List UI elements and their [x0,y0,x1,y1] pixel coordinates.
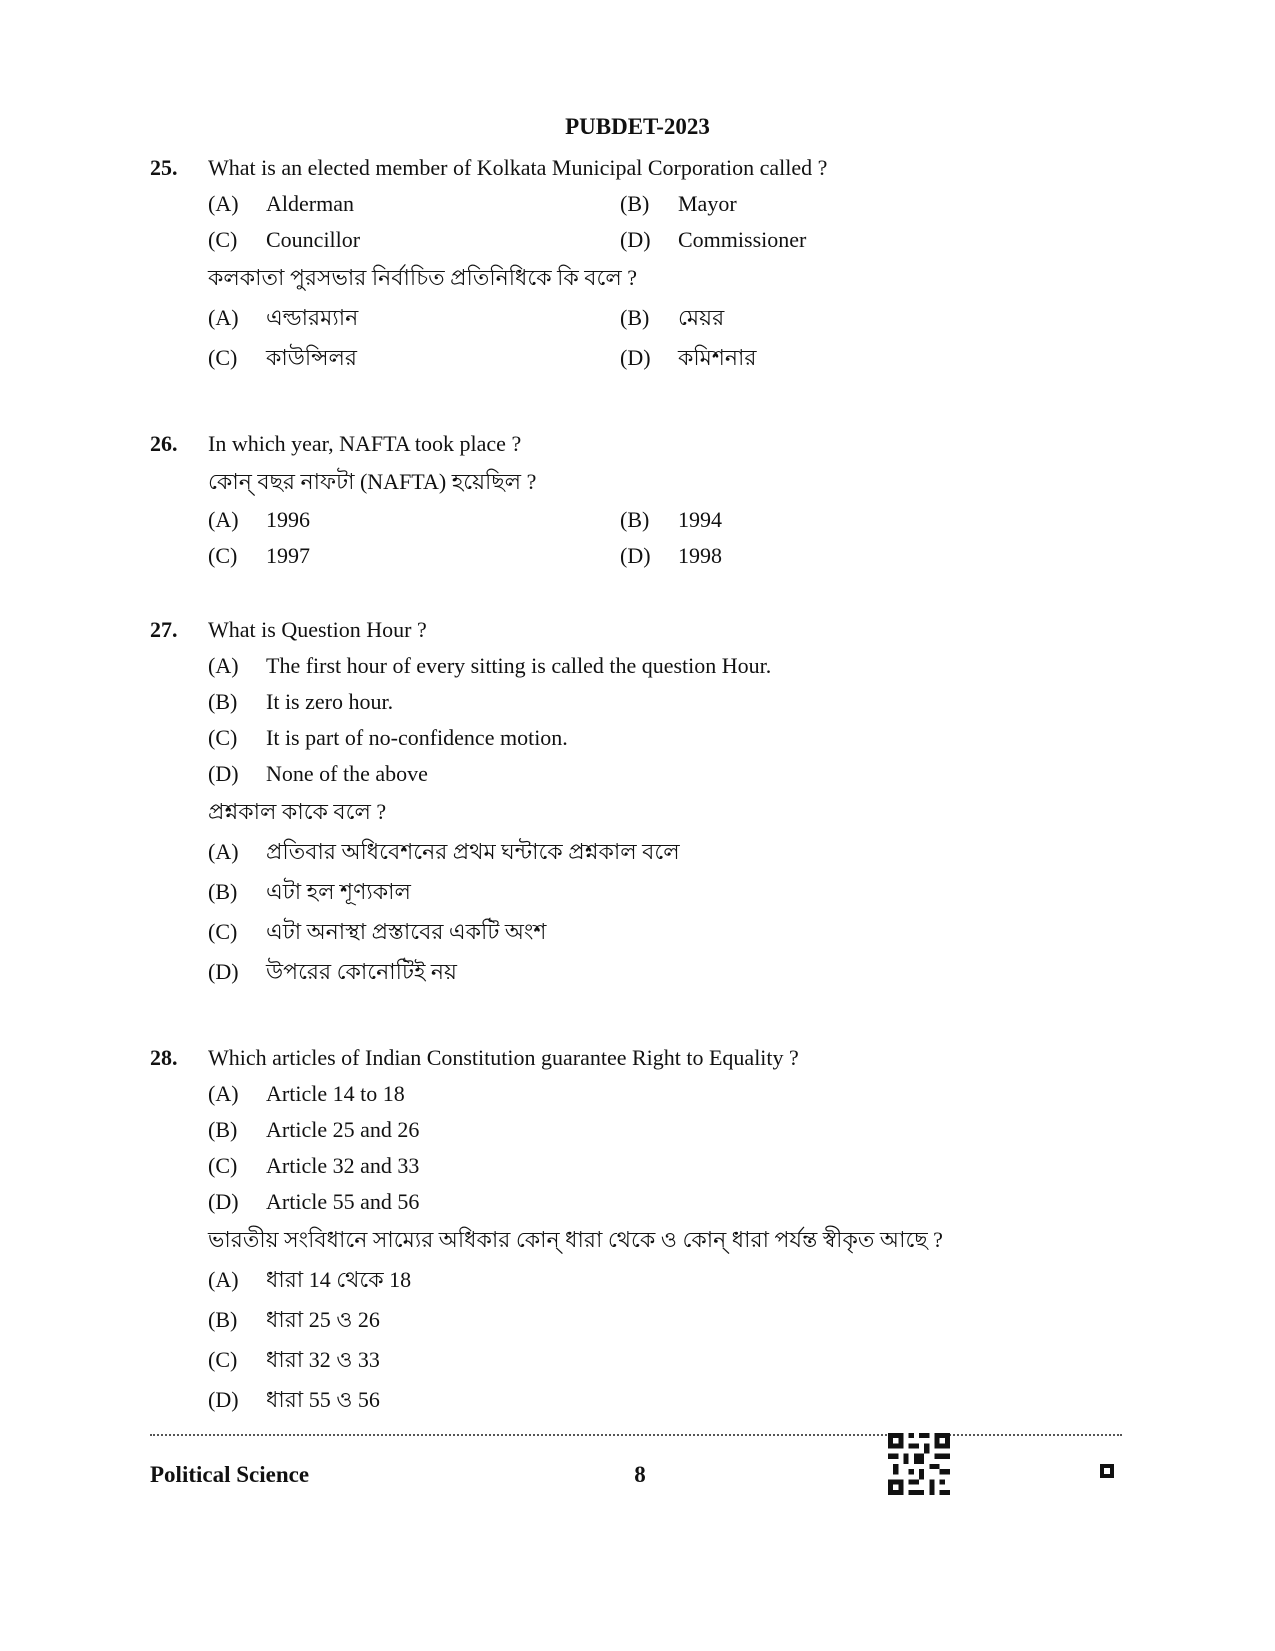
option-a-en: (A) The first hour of every sitting is called the question Hour. [208,653,772,678]
page-title: PUBDET-2023 [565,114,710,139]
page-number: 8 [634,1462,646,1487]
qr-code-icon [888,1433,950,1495]
option-b-bn: (B) এটা হল শূণ্যকাল [208,879,411,904]
question-text-en: What is Question Hour ? [208,617,427,642]
option-a-en: (A) Article 14 to 18 [208,1081,405,1106]
option-d-en: (D) Article 55 and 56 [208,1189,420,1214]
footer-divider [150,1434,1122,1436]
square-icon [1100,1464,1114,1478]
question-text-bn: কলকাতা পুরসভার নির্বাচিত প্রতিনিধিকে কি বলে ? [208,265,638,290]
option-d-en: (D) Commissioner [620,227,807,252]
question-28 [150,1040,1150,1420]
option-a-en: (A) Alderman [208,191,354,216]
question-text-bn: কোন্ বছর নাফটা (NAFTA) হয়েছিল ? [208,469,537,494]
question-26 [150,426,1150,574]
option-d-en: (D) None of the above [208,761,428,786]
question-number: 25. [150,155,178,180]
option-c-bn: (C) ধারা 32 ও 33 [208,1347,380,1372]
question-text-en: In which year, NAFTA took place ? [208,431,522,456]
option-d: (D) 1998 [620,543,722,568]
option-c-en: (C) Councillor [208,227,361,252]
option-a: (A) 1996 [208,507,310,532]
question-number: 26. [150,431,178,456]
option-c-en: (C) It is part of no-confidence motion. [208,725,568,750]
option-c-en: (C) Article 32 and 33 [208,1153,420,1178]
option-a-bn: (A) ধারা 14 থেকে 18 [208,1267,412,1292]
option-a-bn: (A) প্রতিবার অধিবেশনের প্রথম ঘন্টাকে প্রশ্নকাল বলে [208,839,680,864]
option-b: (B) 1994 [620,507,722,532]
option-b-en: (B) It is zero hour. [208,689,394,714]
option-a-bn: (A) এল্ডারম্যান [208,305,359,330]
question-text-en: Which articles of Indian Constitution guarantee Right to Equality ? [208,1045,799,1070]
subject-name: Political Science [150,1462,310,1487]
option-c-bn: (C) কাউন্সিলর [208,345,358,370]
option-d-bn: (D) উপরের কোনোটিই নয় [208,959,457,984]
question-text-en: What is an elected member of Kolkata Municipal Corporation called ? [208,155,828,180]
option-b-en: (B) Article 25 and 26 [208,1117,420,1142]
question-27 [150,612,1150,992]
question-text-bn: ভারতীয় সংবিধানে সাম্যের অধিকার কোন্ ধারা থেকে ও কোন্ ধারা পর্যন্ত স্বীকৃত আছে ? [208,1227,943,1252]
question-number: 27. [150,617,178,642]
option-b-bn: (B) মেয়র [620,305,725,330]
option-d-bn: (D) কমিশনার [620,345,757,370]
option-b-bn: (B) ধারা 25 ও 26 [208,1307,380,1332]
question-text-bn: প্রশ্নকাল কাকে বলে ? [208,799,387,824]
question-number: 28. [150,1045,178,1070]
option-b-en: (B) Mayor [620,191,737,216]
question-25 [150,150,1150,378]
option-d-bn: (D) ধারা 55 ও 56 [208,1387,380,1412]
option-c-bn: (C) এটা অনাস্থা প্রস্তাবের একটি অংশ [208,919,547,944]
option-c: (C) 1997 [208,543,310,568]
